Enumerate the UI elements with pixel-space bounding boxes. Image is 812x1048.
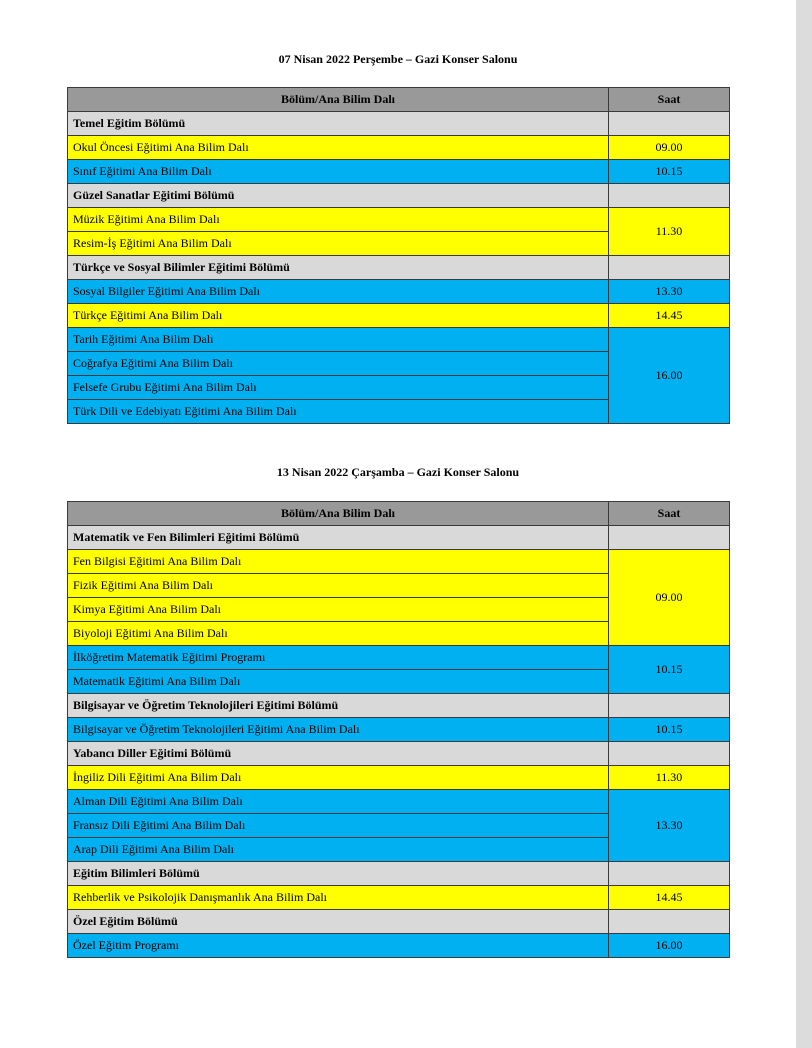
time-cell: 16.00 — [609, 328, 730, 424]
program-name: Resim-İş Eğitimi Ana Bilim Dalı — [68, 232, 609, 256]
department-name: Matematik ve Fen Bilimleri Eğitimi Bölümü — [68, 526, 609, 550]
program-name: Alman Dili Eğitimi Ana Bilim Dalı — [68, 790, 609, 814]
schedule-2-table — [67, 501, 730, 958]
table-header-row — [68, 88, 730, 112]
table-row — [68, 208, 730, 232]
time-cell: 16.00 — [609, 934, 730, 958]
table-row — [68, 646, 730, 670]
department-row — [68, 694, 730, 718]
program-name: Bilgisayar ve Öğretim Teknolojileri Eğitimi Ana Bilim Dalı — [68, 718, 609, 742]
table-row — [68, 934, 730, 958]
table-row — [68, 766, 730, 790]
time-column-header: Saat — [609, 502, 730, 526]
department-column-header: Bölüm/Ana Bilim Dalı — [68, 502, 609, 526]
table-row — [68, 304, 730, 328]
program-name: Coğrafya Eğitimi Ana Bilim Dalı — [68, 352, 609, 376]
program-name: Müzik Eğitimi Ana Bilim Dalı — [68, 208, 609, 232]
program-name: Fen Bilgisi Eğitimi Ana Bilim Dalı — [68, 550, 609, 574]
time-column-header: Saat — [609, 88, 730, 112]
program-name: Fransız Dili Eğitimi Ana Bilim Dalı — [68, 814, 609, 838]
schedule-1-table — [67, 87, 730, 424]
department-row — [68, 862, 730, 886]
program-name: Okul Öncesi Eğitimi Ana Bilim Dalı — [68, 136, 609, 160]
program-name: Sosyal Bilgiler Eğitimi Ana Bilim Dalı — [68, 280, 609, 304]
time-cell: 13.30 — [609, 280, 730, 304]
department-column-header: Bölüm/Ana Bilim Dalı — [68, 88, 609, 112]
program-name: Türkçe Eğitimi Ana Bilim Dalı — [68, 304, 609, 328]
time-cell: 11.30 — [609, 208, 730, 256]
schedule-1-title: 07 Nisan 2022 Perşembe – Gazi Konser Salonu — [278, 52, 518, 66]
time-cell: 10.15 — [609, 718, 730, 742]
program-name: Rehberlik ve Psikolojik Danışmanlık Ana Bilim Dalı — [68, 886, 609, 910]
department-name: Özel Eğitim Bölümü — [68, 910, 609, 934]
table-row — [68, 886, 730, 910]
time-cell: 10.15 — [609, 646, 730, 694]
department-name: Türkçe ve Sosyal Bilimler Eğitimi Bölümü — [68, 256, 609, 280]
time-cell: 09.00 — [609, 136, 730, 160]
table-row — [68, 718, 730, 742]
program-name: Kimya Eğitimi Ana Bilim Dalı — [68, 598, 609, 622]
table-row — [68, 280, 730, 304]
time-cell: 11.30 — [609, 766, 730, 790]
department-row — [68, 910, 730, 934]
department-row — [68, 112, 730, 136]
department-row — [68, 256, 730, 280]
schedule-2-title: 13 Nisan 2022 Çarşamba – Gazi Konser Salonu — [276, 465, 520, 479]
table-row — [68, 160, 730, 184]
department-row — [68, 184, 730, 208]
program-name: Arap Dili Eğitimi Ana Bilim Dalı — [68, 838, 609, 862]
table-row — [68, 136, 730, 160]
program-name: İngiliz Dili Eğitimi Ana Bilim Dalı — [68, 766, 609, 790]
program-name: Sınıf Eğitimi Ana Bilim Dalı — [68, 160, 609, 184]
program-name: İlköğretim Matematik Eğitimi Programı — [68, 646, 609, 670]
table-row — [68, 790, 730, 814]
program-name: Biyoloji Eğitimi Ana Bilim Dalı — [68, 622, 609, 646]
program-name: Fizik Eğitimi Ana Bilim Dalı — [68, 574, 609, 598]
department-name: Güzel Sanatlar Eğitimi Bölümü — [68, 184, 609, 208]
program-name: Tarih Eğitimi Ana Bilim Dalı — [68, 328, 609, 352]
department-row — [68, 742, 730, 766]
table-row — [68, 550, 730, 574]
program-name: Türk Dili ve Edebiyatı Eğitimi Ana Bilim Dalı — [68, 400, 609, 424]
time-cell: 09.00 — [609, 550, 730, 646]
program-name: Felsefe Grubu Eğitimi Ana Bilim Dalı — [68, 376, 609, 400]
time-cell: 13.30 — [609, 790, 730, 862]
time-cell: 14.45 — [609, 304, 730, 328]
department-name: Bilgisayar ve Öğretim Teknolojileri Eğitimi Bölümü — [68, 694, 609, 718]
department-name: Temel Eğitim Bölümü — [68, 112, 609, 136]
department-row — [68, 526, 730, 550]
time-cell: 10.15 — [609, 160, 730, 184]
program-name: Özel Eğitim Programı — [68, 934, 609, 958]
department-name: Eğitim Bilimleri Bölümü — [68, 862, 609, 886]
scrollbar-track[interactable] — [796, 0, 812, 1048]
table-row — [68, 328, 730, 352]
table-header-row — [68, 502, 730, 526]
program-name: Matematik Eğitimi Ana Bilim Dalı — [68, 670, 609, 694]
time-cell: 14.45 — [609, 886, 730, 910]
department-name: Yabancı Diller Eğitimi Bölümü — [68, 742, 609, 766]
